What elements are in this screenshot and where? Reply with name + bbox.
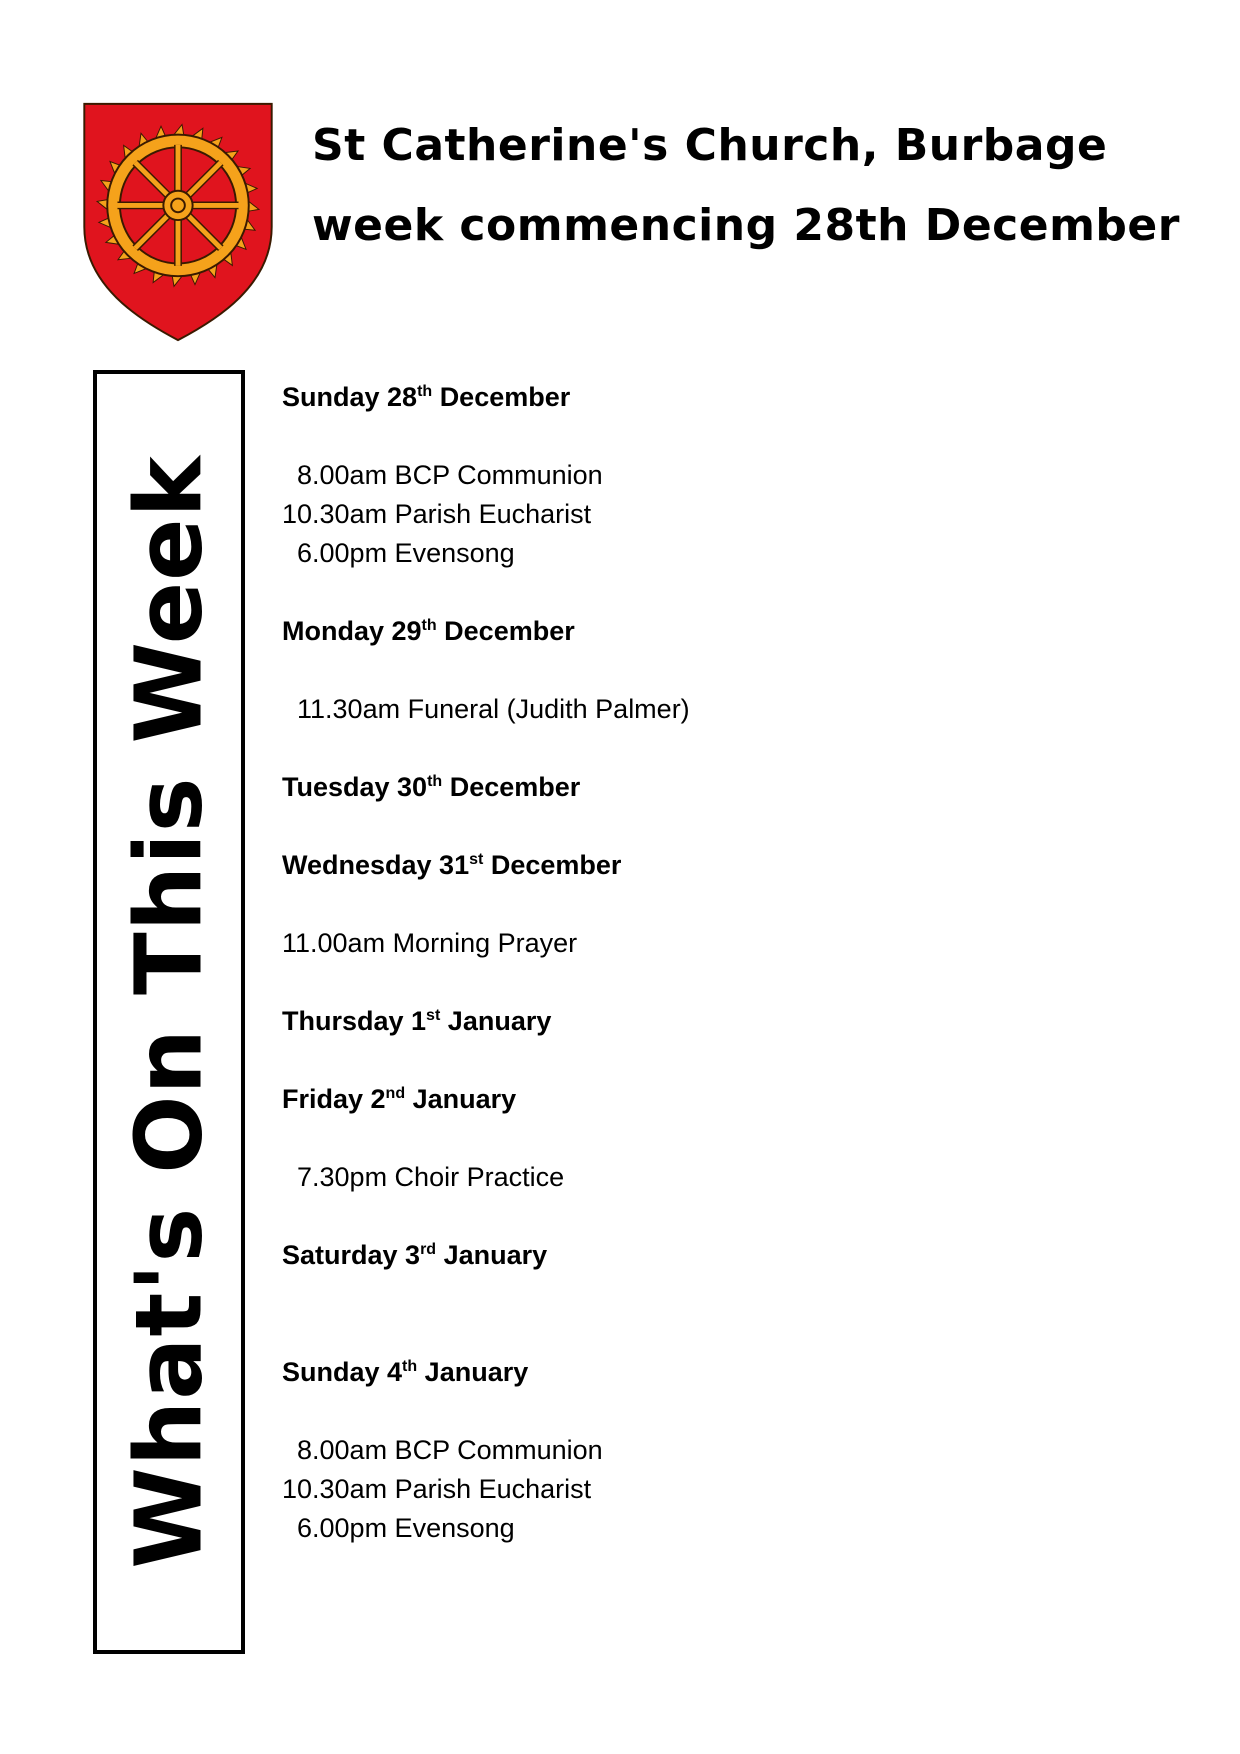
- side-label: What's On This Week: [115, 455, 223, 1569]
- day-name: Thursday 1: [282, 1006, 427, 1036]
- day-entry: [282, 1080, 1182, 1197]
- day-name: Friday 2: [282, 1084, 386, 1114]
- side-label-box: [93, 370, 245, 1654]
- day-ordinal: st: [426, 1007, 441, 1024]
- event-item: 10.30am Parish Eucharist: [282, 1474, 592, 1504]
- day-entry: [282, 846, 1182, 963]
- weekly-schedule: [282, 378, 1182, 1587]
- event-item: 8.00am BCP Communion: [282, 460, 603, 490]
- event-list: [282, 1158, 1182, 1197]
- event-item: 6.00pm Evensong: [282, 1513, 515, 1543]
- day-month: December: [449, 772, 581, 802]
- day-month: January: [424, 1357, 529, 1387]
- day-name: Monday 29: [282, 616, 422, 646]
- day-heading: [282, 1080, 1182, 1119]
- day-ordinal: st: [469, 851, 484, 868]
- day-ordinal: th: [421, 617, 437, 634]
- day-ordinal: nd: [385, 1085, 406, 1102]
- day-name: Wednesday 31: [282, 850, 470, 880]
- day-heading: [282, 846, 1182, 885]
- day-heading: [282, 1236, 1182, 1275]
- day-entry: [282, 1353, 1182, 1548]
- day-name: Sunday 4: [282, 1357, 403, 1387]
- day-ordinal: rd: [420, 1241, 437, 1258]
- day-ordinal: th: [417, 383, 433, 400]
- event-item: 11.00am Morning Prayer: [282, 928, 578, 958]
- event-item: 7.30pm Choir Practice: [282, 1162, 565, 1192]
- title-line-2: week commencing 28th December: [312, 200, 1180, 251]
- day-heading: [282, 612, 1182, 651]
- day-month: December: [490, 850, 622, 880]
- day-entry: [282, 378, 1182, 573]
- day-ordinal: th: [402, 1358, 418, 1375]
- day-heading: [282, 1002, 1182, 1041]
- day-ordinal: th: [427, 773, 443, 790]
- day-entry: [282, 1002, 1182, 1041]
- event-item: 10.30am Parish Eucharist: [282, 499, 592, 529]
- event-item: 11.30am Funeral (Judith Palmer): [282, 694, 690, 724]
- day-month: January: [447, 1006, 552, 1036]
- day-heading: [282, 1353, 1182, 1392]
- event-list: [282, 1431, 1182, 1548]
- day-entry: [282, 1236, 1182, 1275]
- day-entry: [282, 768, 1182, 807]
- day-heading: [282, 768, 1182, 807]
- day-name: Saturday 3: [282, 1240, 421, 1270]
- day-name: Sunday 28: [282, 382, 418, 412]
- event-item: 8.00am BCP Communion: [282, 1435, 603, 1465]
- day-entry: [282, 612, 1182, 729]
- event-list: [282, 456, 1182, 573]
- day-month: January: [443, 1240, 548, 1270]
- church-crest-icon: [80, 100, 276, 344]
- event-list: [282, 924, 1182, 963]
- day-month: December: [439, 382, 571, 412]
- title-line-1: St Catherine's Church, Burbage: [312, 120, 1108, 171]
- day-heading: [282, 378, 1182, 417]
- day-name: Tuesday 30: [282, 772, 428, 802]
- day-month: January: [412, 1084, 517, 1114]
- day-month: December: [444, 616, 575, 646]
- event-list: [282, 690, 1182, 729]
- event-item: 6.00pm Evensong: [282, 538, 515, 568]
